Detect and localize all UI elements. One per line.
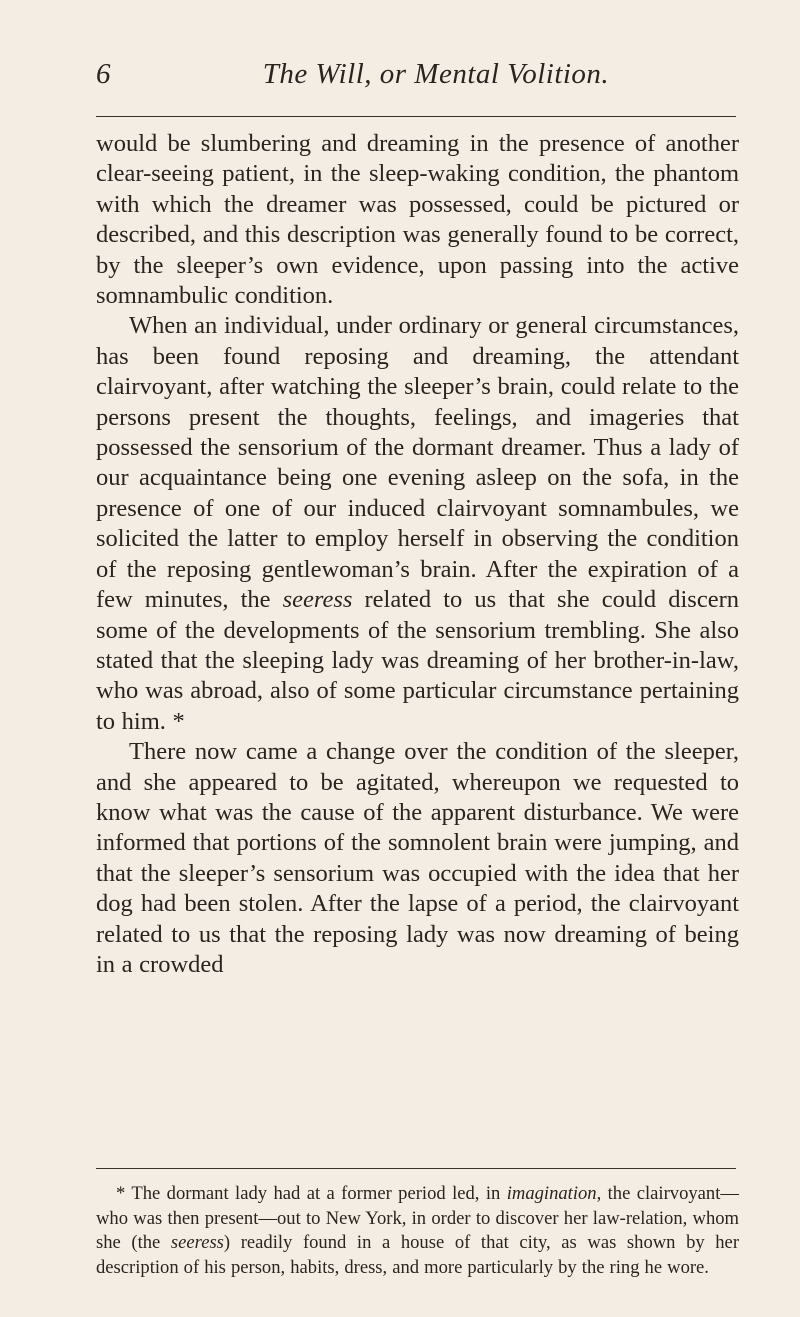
page-number: 6 [96, 58, 111, 90]
footnote-part-c: ) readily found in a house of that city, as was shown by her description of his person, habits, dress, and more particularly by the ring he wore. [96, 1232, 740, 1278]
running-title: The Will, or Mental Volition. [262, 58, 610, 90]
paragraph-2-part-a: When an individual, under ordinary or general circumstances, has been found reposing and dreaming, the attendant clairvoyant, after watching the sleeper’s brain, could relate to the persons present the thoughts, feelings, and imageries that possessed the sensorium of the dormant dreamer. Thus a lady of our acquaintance being one evening asleep on the sofa, in the presence of one of our induced clairvoyant somnambules, we solicited the latter to employ herself in observing the condition of the reposing gentlewoman’s brain. After the expiration of a few minutes, the [96, 312, 739, 614]
running-head [96, 52, 736, 96]
paragraph-1: would be slumbering and dreaming in the presence of another clear-seeing patient, in the sleep-waking condition, the phantom with which the dreamer was possessed, could be pictured or described, and this description was generally found to be correct, by the sleeper’s own evidence, upon passing into the active somnambulic condition. [96, 130, 739, 310]
paragraph-2 [96, 311, 739, 737]
footnote-part-a: * The dormant lady had at a former period led, in [116, 1183, 507, 1204]
footnote [96, 1182, 739, 1280]
paragraph-3: There now came a change over the condition of the sleeper, and she appeared to be agitated, whereupon we requested to know what was the cause of the apparent disturbance. We were informed that portions of the somnolent brain were jumping, and that the sleeper’s sensorium was occupied with the idea that her dog had been stolen. After the lapse of a period, the clairvoyant related to us that the reposing lady was now dreaming of being in a crowded [96, 738, 739, 978]
footnote-rule [96, 1168, 736, 1169]
seeress-italic: seeress [282, 586, 353, 614]
paragraph-2-part-b: related to us that she could discern some of the developments of the sensorium trembling. She also stated that the sleeping lady was dreaming of her brother-in-law, who was abroad, also of some particular circumstance pertaining to him. * [96, 586, 739, 735]
footnote-part-b: , the clairvoyant—who was then present—out to New York, in order to discover her law-relation, whom she (the [96, 1183, 739, 1253]
footnote-seeress-italic: seeress [170, 1232, 224, 1253]
body-text [96, 129, 739, 980]
footnote-text [96, 1182, 739, 1280]
imagination-italic: imagination [506, 1183, 597, 1204]
header-rule [96, 116, 736, 117]
